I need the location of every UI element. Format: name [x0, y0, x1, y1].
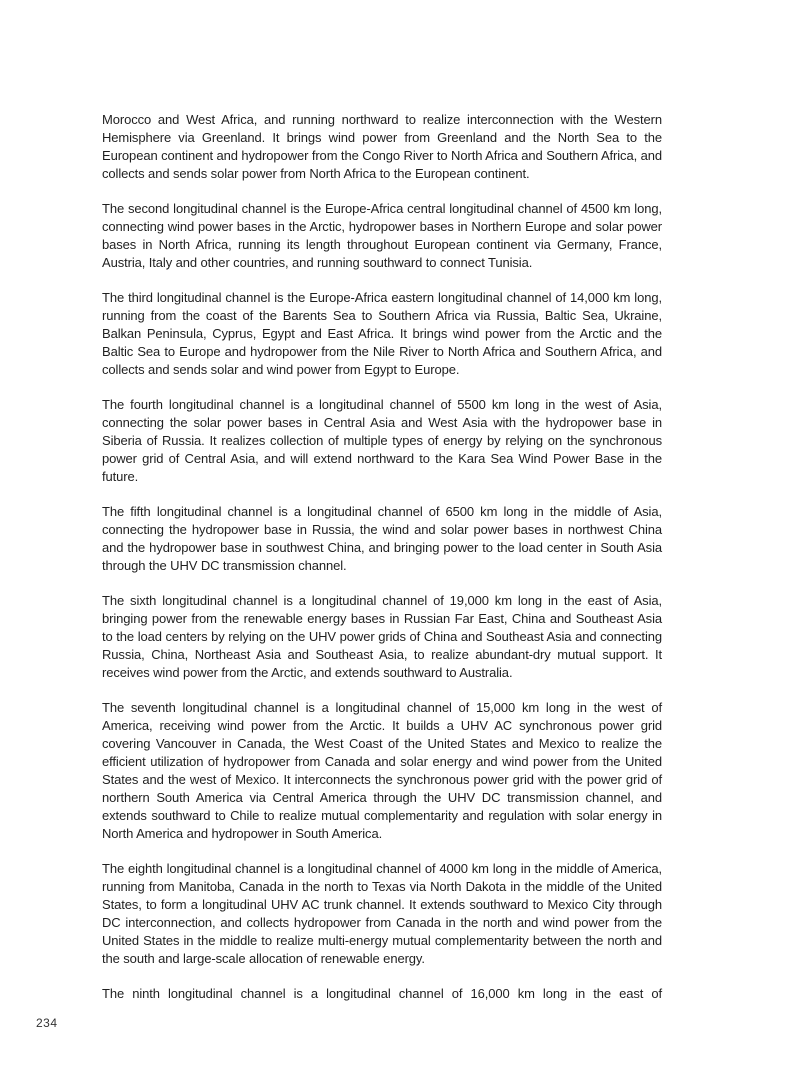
paragraph-ninth-channel: The ninth longitudinal channel is a longitudinal channel of 16,000 km long in the east of — [102, 986, 662, 1001]
paragraph-seventh-channel: The seventh longitudinal channel is a longitudinal channel of 15,000 km long in the west of America, receiving wind power from the Arctic. It builds a UHV AC synchronous power grid covering Vancouver in Canada, the West Coast of the United States and Mexico to realize the efficient utilization of hydropower from Canada and solar energy and wind power from the United States and the west of Mexico. It interconnects the synchronous power grid with the power grid of northern South America via Central America through the UHV DC transmission channel, and extends southward to Chile to realize mutual complementarity and regulation with solar energy in North America and hydropower in South America. — [102, 700, 662, 841]
paragraph-fourth-channel: The fourth longitudinal channel is a longitudinal channel of 5500 km long in the west of Asia, connecting the solar power bases in Central Asia and West Asia with the hydropower base in Siberia of Russia. It realizes collection of multiple types of energy by relying on the synchronous power grid of Central Asia, and will extend northward to the Kara Sea Wind Power Base in the future. — [102, 397, 662, 484]
paragraph-sixth-channel: The sixth longitudinal channel is a longitudinal channel of 19,000 km long in the east of Asia, bringing power from the renewable energy bases in Russian Far East, China and Southeast Asia to the load centers by relying on the UHV power grids of China and Southeast Asia and connecting Russia, China, Northeast Asia and Southeast Asia, to realize abundant-dry mutual support. It receives wind power from the Arctic, and extends southward to Australia. — [102, 593, 662, 680]
page-number: 234 — [36, 1016, 58, 1030]
paragraph-first-channel-continued: Morocco and West Africa, and running northward to realize interconnection with the Western Hemisphere via Greenland. It brings wind power from Greenland and the North Sea to the European continent and hydropower from the Congo River to North Africa and Southern Africa, and collects and sends solar power from North Africa to the European continent. — [102, 112, 662, 181]
paragraph-eighth-channel: The eighth longitudinal channel is a longitudinal channel of 4000 km long in the middle of America, running from Manitoba, Canada in the north to Texas via North Dakota in the middle of the United States, to form a longitudinal UHV AC trunk channel. It extends southward to Mexico City through DC interconnection, and collects hydropower from Canada in the north and wind power from the United States in the middle to realize multi-energy mutual complementarity between the north and the south and large-scale allocation of renewable energy. — [102, 861, 662, 966]
page-body-text — [102, 111, 662, 1020]
paragraph-second-channel: The second longitudinal channel is the Europe-Africa central longitudinal channel of 4500 km long, connecting wind power bases in the Arctic, hydropower bases in Northern Europe and solar power bases in North Africa, running its length throughout European continent via Germany, France, Austria, Italy and other countries, and running southward to connect Tunisia. — [102, 201, 662, 270]
paragraph-third-channel: The third longitudinal channel is the Europe-Africa eastern longitudinal channel of 14,000 km long, running from the coast of the Barents Sea to Southern Africa via Russia, Baltic Sea, Ukraine, Balkan Peninsula, Cyprus, Egypt and East Africa. It brings wind power from the Arctic and the Baltic Sea to Europe and hydropower from the Nile River to North Africa and Southern Africa, and collects and sends solar and wind power from Egypt to Europe. — [102, 290, 662, 377]
paragraph-fifth-channel: The fifth longitudinal channel is a longitudinal channel of 6500 km long in the middle of Asia, connecting the hydropower base in Russia, the wind and solar power bases in northwest China and the hydropower base in southwest China, and bringing power to the load center in South Asia through the UHV DC transmission channel. — [102, 504, 662, 573]
